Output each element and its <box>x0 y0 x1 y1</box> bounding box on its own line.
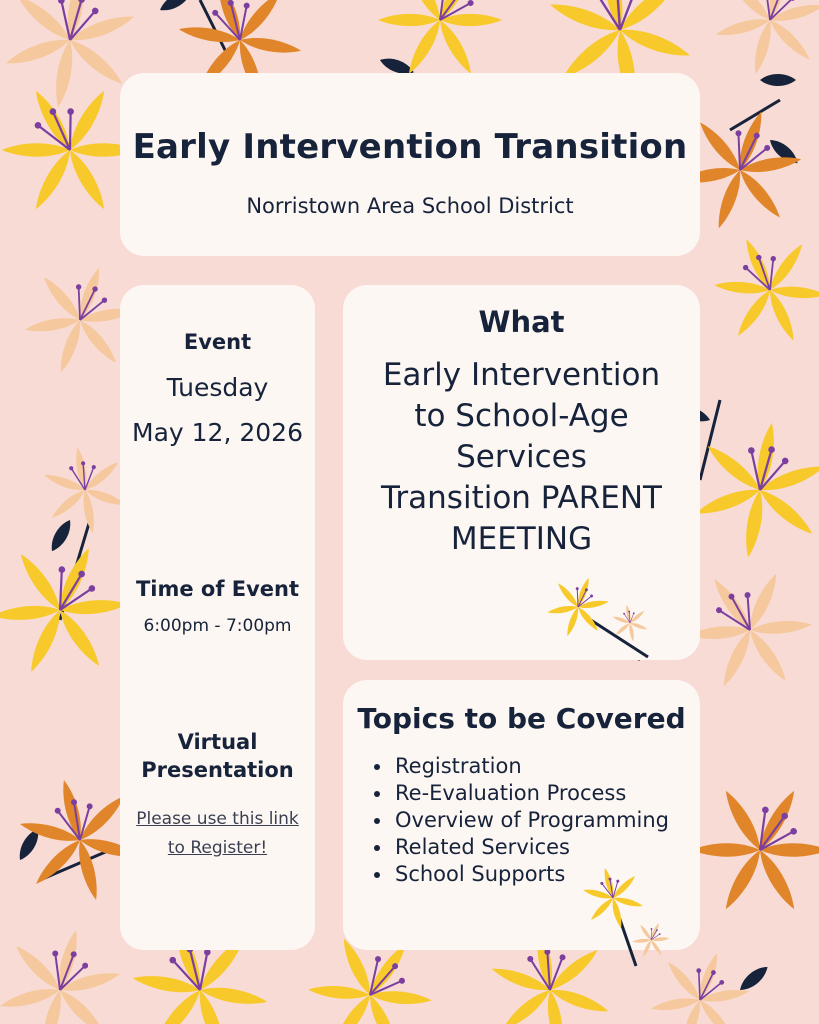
lily-flower-icon <box>538 575 658 665</box>
register-link-line-2[interactable]: to Register! <box>167 838 268 858</box>
list-item: • School Supports <box>393 861 669 888</box>
list-item: • Overview of Programming <box>393 807 669 834</box>
list-item: • Related Services <box>393 834 669 861</box>
event-details-card <box>120 285 315 950</box>
virtual-heading-line-1: Virtual <box>177 730 258 754</box>
event-day: Tuesday <box>166 373 269 402</box>
register-link-line-1[interactable]: Please use this link <box>136 809 299 829</box>
page-title: Early Intervention Transition <box>132 127 688 167</box>
what-card <box>343 285 700 660</box>
event-heading: Event <box>183 330 252 354</box>
page-subtitle: Norristown Area School District <box>246 194 574 218</box>
what-line: MEETING <box>450 521 593 557</box>
list-item: • Registration <box>393 753 669 780</box>
what-description <box>343 355 700 560</box>
topics-card <box>343 680 700 950</box>
time-value: 6:00pm - 7:00pm <box>143 616 292 636</box>
what-line: Services <box>456 439 587 475</box>
event-date: May 12, 2026 <box>132 418 303 447</box>
lily-flower-icon <box>571 868 681 968</box>
what-heading: What <box>478 305 565 339</box>
topics-heading: Topics to be Covered <box>357 702 686 735</box>
register-link[interactable] <box>120 805 315 863</box>
virtual-presentation-heading <box>120 728 315 784</box>
what-line: to School-Age <box>414 398 629 434</box>
what-line: Transition PARENT <box>381 480 662 516</box>
time-heading: Time of Event <box>135 577 300 601</box>
virtual-heading-line-2: Presentation <box>141 758 294 782</box>
title-card <box>120 73 700 256</box>
list-item: • Re-Evaluation Process <box>393 780 669 807</box>
what-line: Early Intervention <box>382 357 661 393</box>
